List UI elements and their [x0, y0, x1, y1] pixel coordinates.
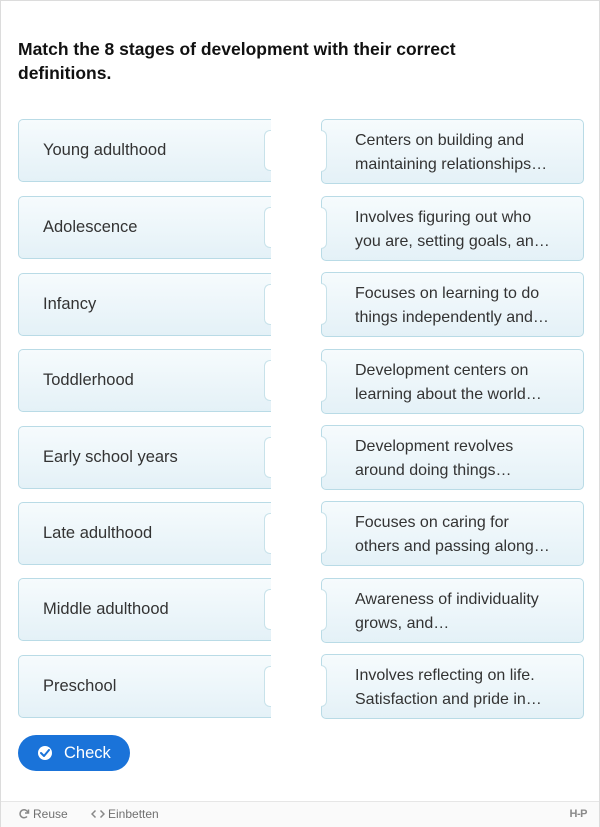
stage-label: Late adulthood: [43, 524, 153, 542]
definition-text: Development revolves around doing things…: [355, 438, 514, 479]
h5p-logo[interactable]: H-P: [569, 808, 587, 820]
stage-label: Young adulthood: [43, 141, 167, 159]
definition-text: Focuses on learning to do things independently and…: [355, 285, 549, 326]
stage-card[interactable]: [18, 426, 271, 489]
stage-label: Early school years: [43, 448, 178, 466]
stage-card[interactable]: [18, 196, 271, 259]
definition-card[interactable]: [321, 654, 584, 719]
stage-card[interactable]: [18, 578, 271, 641]
definition-text: Focuses on caring for others and passing along…: [355, 514, 550, 555]
stage-label: Adolescence: [43, 218, 138, 236]
h5p-footer: [1, 801, 599, 827]
definition-card[interactable]: [321, 119, 584, 184]
reuse-icon: [18, 808, 30, 820]
definition-text: Involves figuring out who you are, setting goals, an…: [355, 209, 550, 250]
stage-card[interactable]: [18, 349, 271, 412]
check-button[interactable]: [18, 735, 130, 771]
stage-label: Middle adulthood: [43, 600, 169, 618]
embed-button[interactable]: [91, 802, 159, 827]
stage-label: Toddlerhood: [43, 371, 134, 389]
stage-card[interactable]: [18, 119, 271, 182]
definition-card[interactable]: [321, 196, 584, 261]
stage-card[interactable]: [18, 655, 271, 718]
reuse-button[interactable]: [18, 802, 68, 827]
definition-text: Awareness of individuality grows, and…: [355, 591, 539, 632]
drop-slot[interactable]: [264, 360, 271, 401]
definition-card[interactable]: [321, 578, 584, 643]
drop-slot[interactable]: [264, 589, 271, 630]
question-title: Match the 8 stages of development with their correct definitions.: [18, 39, 456, 83]
check-circle-icon: [38, 746, 52, 760]
drop-slot[interactable]: [264, 130, 271, 171]
drop-slot[interactable]: [264, 437, 271, 478]
definition-card[interactable]: [321, 349, 584, 414]
drop-slot[interactable]: [264, 284, 271, 325]
definition-card[interactable]: [321, 501, 584, 566]
stage-label: Infancy: [43, 295, 97, 313]
embed-label: Einbetten: [108, 807, 159, 821]
stage-card[interactable]: [18, 502, 271, 565]
drop-slot[interactable]: [264, 666, 271, 707]
definition-text: Involves reflecting on life. Satisfaction and pride in…: [355, 667, 542, 708]
stage-label: Preschool: [43, 677, 117, 695]
definition-card[interactable]: [321, 272, 584, 337]
embed-icon: [91, 808, 105, 820]
check-button-label: Check: [64, 744, 111, 762]
definition-card[interactable]: [321, 425, 584, 490]
drop-slot[interactable]: [264, 207, 271, 248]
definition-text: Development centers on learning about the world…: [355, 362, 542, 403]
drop-slot[interactable]: [264, 513, 271, 554]
stage-card[interactable]: [18, 273, 271, 336]
reuse-label: Reuse: [33, 807, 68, 821]
definition-text: Centers on building and maintaining relationships…: [355, 132, 548, 173]
